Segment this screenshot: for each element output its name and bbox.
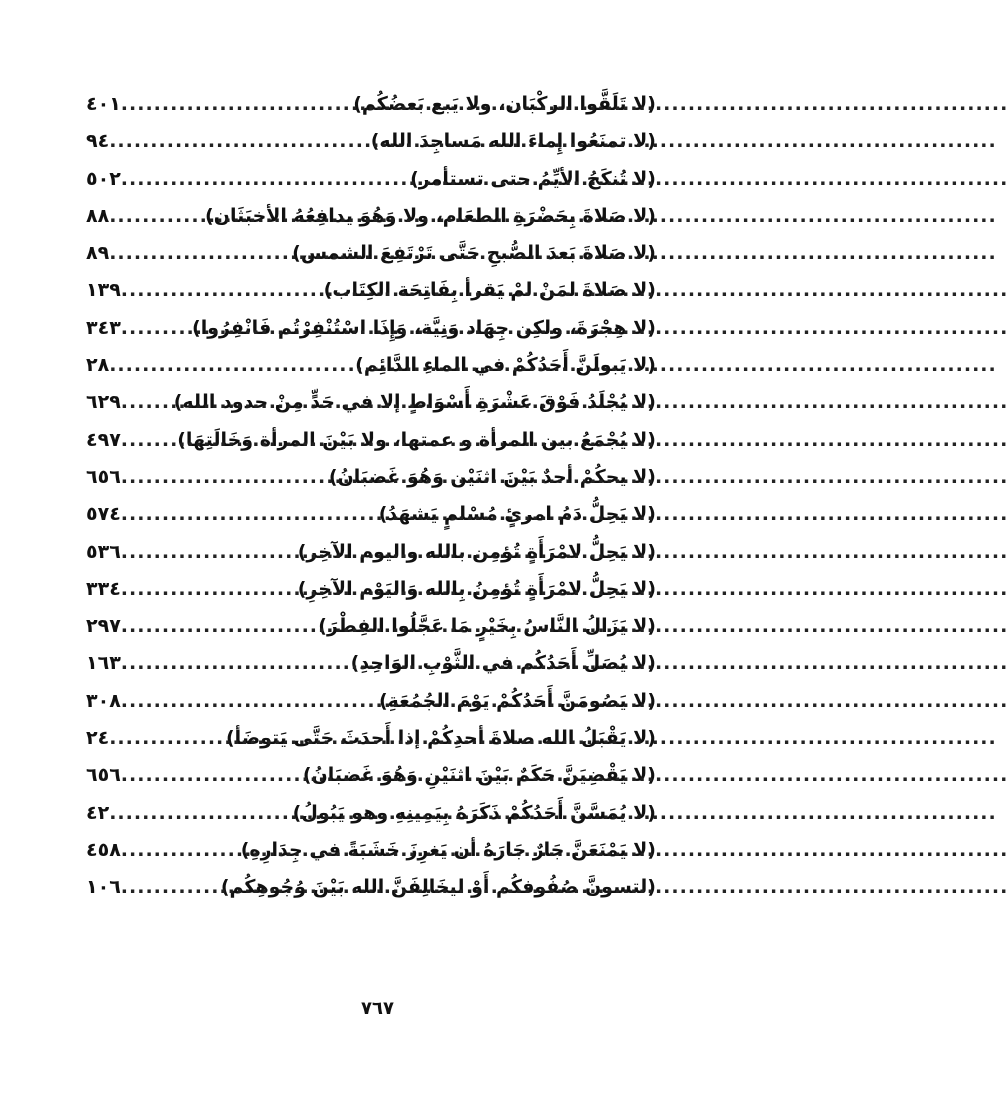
page-reference: ٥٣٦ [86, 540, 121, 563]
leader-dots [109, 235, 292, 272]
page-reference: ٢٩٧ [86, 615, 121, 638]
hadith-text: (لا تمنَعُوا إِماءَ الله مَساجِدَ الله) [370, 130, 656, 153]
page-reference: ٤٠١ [86, 93, 121, 115]
hadith-text: (لا يَحِلُّ لامْرَأَةٍ تُؤمِنُ بِالله وَاليَوْم الآخِرِ) [297, 577, 656, 600]
page-reference: ٦٢٩ [86, 391, 121, 414]
leader-dots [121, 757, 303, 794]
page-reference: ٨٩ [86, 242, 110, 265]
index-entry [86, 608, 656, 645]
leader-dots [121, 608, 318, 645]
page-reference: ٥٧٤ [86, 503, 121, 526]
hadith-text: (لا يَبولَنَّ أَحَدُكُمْ في الماءِ الدَّائِم) [355, 354, 656, 377]
page-reference: ٣٤٣ [86, 316, 121, 339]
hadith-text: (لا يَحِلُّ لامْرَأَةٍ تُؤمِن بالله واليوم الآخِر) [297, 540, 656, 563]
hadith-text: (لا يُجْمَعُ بين المرأة و عمتها، ولا بَيْنَ المرأة وَخَالَتِهَا) [177, 428, 656, 451]
page-reference: ١٣٩ [86, 279, 121, 302]
leader-dots [121, 496, 379, 533]
hadith-text: (لا صَلاةَ بَعدَ الصُّبحِ حَتَّى تَرْتَفِعَ الشمس) [292, 242, 656, 265]
index-entry [86, 720, 656, 757]
index-entry [86, 347, 656, 384]
hadith-text: (لا تَلَقَّوا الركْبَان، ولا يَبع بَعضُكُم) [353, 93, 656, 115]
index-entry [86, 384, 656, 421]
index-entry [86, 869, 656, 906]
index-entry [86, 459, 656, 496]
index-entry [86, 235, 656, 272]
index-entry [86, 123, 656, 160]
leader-dots [109, 795, 292, 832]
page-reference: ٣٣٤ [86, 577, 121, 600]
hadith-text: (لا يَمْنَعَنَّ جَارٌ جَارَهُ أن يَغرِزَ خَشَبَةً في جِدَارِهِ) [240, 838, 656, 861]
hadith-text: (لا يَصُومَنَّ أَحَدُكُمْ يَوْمَ الجُمُعَةِ) [378, 689, 656, 712]
page-reference: ٨٨ [86, 204, 110, 227]
index-entry [86, 422, 656, 459]
page-reference: ٤٩٧ [86, 428, 121, 451]
page-reference: ٢٨ [86, 354, 110, 377]
hadith-text: (لا يَحِلُّ دَمُ امرئٍ مُسْلمٍ يَشهَدُ) [378, 503, 656, 526]
page-number: ٧٦٧ [361, 998, 394, 1019]
page-reference: ٤٥٨ [86, 838, 121, 861]
hadith-text: (لا صَلاةَ بِحَضْرَةِ الطعَام، ولا وَهُوَ يدافِعُهُ الأخبَثَان) [205, 204, 656, 227]
page-reference: ٣٠٨ [86, 689, 121, 712]
index-entry [86, 496, 656, 533]
leader-dots [121, 310, 192, 347]
index-entry [86, 645, 656, 682]
page-reference: ٢٤ [86, 727, 110, 750]
hadith-text: (لا يُمَسَّنَّ أَحَدُكُمْ ذَكَرَهُ بِيَمِينِهِ وهو يَبُولُ) [292, 801, 656, 824]
index-entry [86, 571, 656, 608]
index-entry [86, 310, 656, 347]
index-entry [86, 683, 656, 720]
leader-dots [121, 161, 410, 198]
index-entry [86, 534, 656, 571]
leader-dots [121, 571, 298, 608]
leader-dots [109, 720, 226, 757]
index-entry [86, 757, 656, 794]
hadith-text: (لا تُنكَحُ الأيِّمُ حتى تستأمر) [410, 167, 656, 190]
leader-dots [121, 683, 379, 720]
index-entry [86, 161, 656, 198]
leader-dots [121, 832, 241, 869]
index-entry [86, 86, 656, 123]
page-reference: ٩٤ [86, 130, 110, 153]
page-reference: ١٦٣ [86, 652, 121, 675]
hadith-text: (لا هِجْرَةَ، ولكِن جِهَاد وَنِيَّة، وَإِذَا اسْتُنْفِرْتُم فَانْفِرُوا) [192, 316, 656, 339]
index-entry [86, 198, 656, 235]
leader-dots [121, 459, 329, 496]
leader-dots [109, 123, 371, 160]
hadith-text: (لا يحكُمْ أحدٌ بَيْنَ اثنَيْن وَهُوَ غَضبَانُ) [328, 465, 656, 488]
hadith-text: (لا يَزَالُ النَّاسُ بِخَيْرٍ مَا عَجَّلُوا الفِطْرَ) [318, 615, 656, 638]
hadith-index-list [86, 86, 656, 907]
page-reference: ١٠٦ [86, 876, 121, 899]
index-entry [86, 832, 656, 869]
leader-dots [121, 384, 174, 421]
leader-dots [121, 534, 298, 571]
leader-dots [121, 422, 177, 459]
hadith-text: (لا يُجْلَدُ فَوْقَ عَشْرَةِ أَسْوَاطٍ إلا في حَدٍّ مِنْ حدود الله) [173, 391, 656, 414]
hadith-text: (لا يَقْضِيَنَّ حَكَمٌ بَيْنَ اثنَيْنِ وَهُوَ غَضبَانُ) [302, 764, 656, 787]
hadith-text: (لا يَقْبَلُ الله صلاةَ أحدِكُمْ إذا أَحدَثَ حَتَّى يَتوضَأ) [225, 727, 656, 750]
leader-dots [121, 86, 353, 123]
hadith-text: (لا يُصَلِّ أَحَدُكُم في الثَّوْبِ الوَاحِدِ) [350, 652, 656, 675]
page-reference: ٦٥٦ [86, 465, 121, 488]
leader-dots [121, 869, 221, 906]
leader-dots [121, 645, 351, 682]
hadith-text: (لتسونَّ صُفُوفكُم أَوْ ليخَالِفَنَّ الله بَيْنَ وُجُوهِكُم) [220, 876, 656, 899]
leader-dots [109, 198, 205, 235]
leader-dots [109, 347, 355, 384]
page-reference: ٥٠٢ [86, 167, 121, 190]
index-entry [86, 795, 656, 832]
hadith-text: (لا صَلاةَ لمَنْ لمْ يَقرأ بِفَاتِحَة الكِتَاب) [323, 279, 656, 302]
index-entry [86, 272, 656, 309]
page-reference: ٦٥٦ [86, 764, 121, 787]
leader-dots [121, 272, 324, 309]
page-reference: ٤٢ [86, 801, 110, 824]
